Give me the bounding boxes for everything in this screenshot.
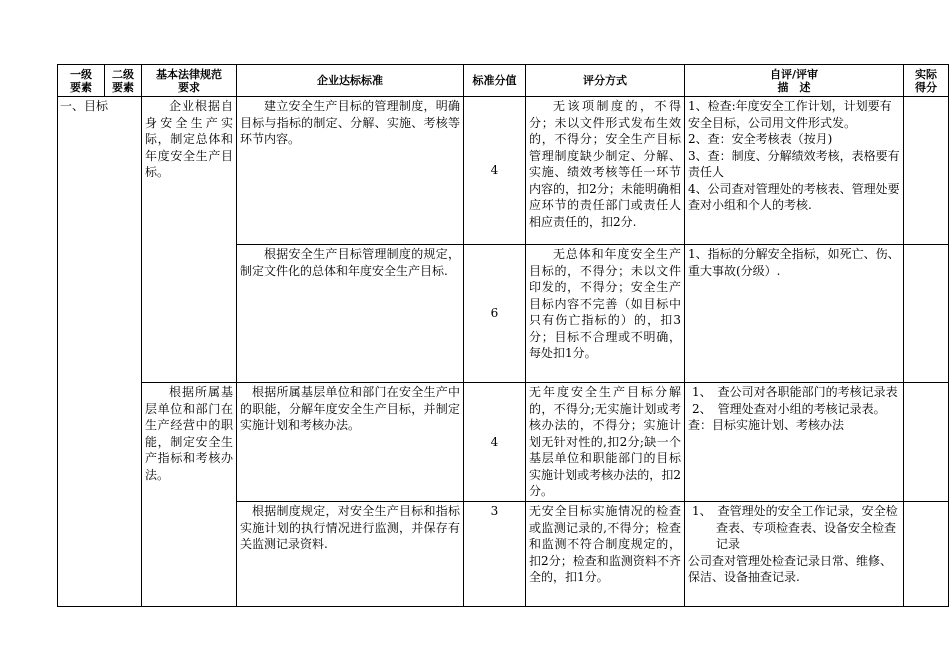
description-line: 公司查对管理处检查记录日常、维修、保洁、设备抽查记录.: [688, 553, 893, 584]
description-line: 3、查：制度、分解绩效考核，表格要有责任人: [688, 148, 900, 179]
method-cell: 无安全目标实施情况的检查或监测记录的,不得分；检查和监测不符合制度规定的，扣2分；检查和监测资料不齐全的，扣1分。: [526, 502, 685, 607]
score-cell: 4: [464, 97, 526, 245]
method-cell: 无该项制度的，不得分；未以文件形式发布生效的，不得分；安全生产目标管理制度缺少制定、分解、实施、绩效考核等任一环节内容的，扣2分；未能明确相应环节的责任部门或责任人相应责任的，扣2分.: [526, 97, 685, 245]
description-cell: [685, 502, 904, 607]
requirement-cell: 根据所属基层单位和部门在生产经营中的职能，制定安全生产指标和考核办法。: [142, 383, 237, 607]
actual-score-cell: [904, 502, 949, 607]
header-actual-score: 实际 得分: [904, 65, 949, 97]
description-cell: [685, 97, 904, 245]
evaluation-table: [57, 64, 949, 607]
description-cell: [685, 245, 904, 383]
description-line: 1、 查公司对各职能部门的考核记录表: [692, 385, 898, 399]
header-level1: 一级 要素: [58, 65, 105, 97]
header-level2: 二级 要素: [105, 65, 142, 97]
actual-score-cell: [904, 383, 949, 502]
table-row: [58, 383, 949, 502]
description-line: 1、 查管理处的安全工作记录，安全检查表、专项检查表、设备安全检查记录: [692, 504, 898, 551]
requirement-cell: 企业根据自身安全生产实际，制定总体和年度安全生产目标。: [142, 97, 237, 383]
header-score: 标准分值: [464, 65, 526, 97]
table-row: [58, 97, 949, 245]
score-cell: 3: [464, 502, 526, 607]
description-cell: [685, 383, 904, 502]
actual-score-cell: [904, 97, 949, 245]
score-cell: 6: [464, 245, 526, 383]
standard-cell: 根据安全生产目标管理制度的规定，制定文件化的总体和年度安全生产目标.: [237, 245, 464, 383]
method-cell: 无总体和年度安全生产目标的，不得分；未以文件印发的，不得分；安全生产目标内容不完善（如目标中只有伤亡指标的）的，扣3分；目标不合理或不明确，每处扣1分。: [526, 245, 685, 383]
description-line: 1、检查:年度安全工作计划，计划要有安全目标，公司用文件形式发。: [688, 99, 892, 130]
description-line: 1、指标的分解安全指标，如死亡、伤、重大事故(分级）.: [688, 247, 900, 278]
header-description: 自评/评审 描 述: [685, 65, 904, 97]
header-row: [58, 65, 949, 97]
standard-cell: 建立安全生产目标的管理制度，明确目标与指标的制定、分解、实施、考核等环节内容。: [237, 97, 464, 245]
method-cell: 无年度安全生产目标分解的，不得分;无实施计划或考核办法的，不得分；实施计划无针对性的,扣2分;缺一个基层单位和职能部门的目标实施计划或考核办法的，扣2分。: [526, 383, 685, 502]
actual-score-cell: [904, 245, 949, 383]
level1-cell: 一、目标: [58, 97, 142, 607]
description-line: 2、 管理处查对小组的考核记录表。: [692, 401, 886, 416]
header-standard: 企业达标标准: [237, 65, 464, 97]
description-line: 2、查：安全考核表（按月): [688, 132, 833, 146]
standard-cell: 根据制度规定，对安全生产目标和指标实施计划的执行情况进行监测，并保存有关监测记录资料.: [237, 502, 464, 607]
header-requirement: 基本法律规范 要求: [142, 65, 237, 97]
header-method: 评分方式: [526, 65, 685, 97]
description-line: 查：目标实施计划、考核办法: [688, 418, 845, 432]
description-line: 4、公司查对管理处的考核表、管理处要查对小组和个人的考核.: [688, 181, 900, 212]
score-cell: 4: [464, 383, 526, 502]
standard-cell: 根据所属基层单位和部门在安全生产中的职能，分解年度安全生产目标，并制定实施计划和考核办法。: [237, 383, 464, 502]
